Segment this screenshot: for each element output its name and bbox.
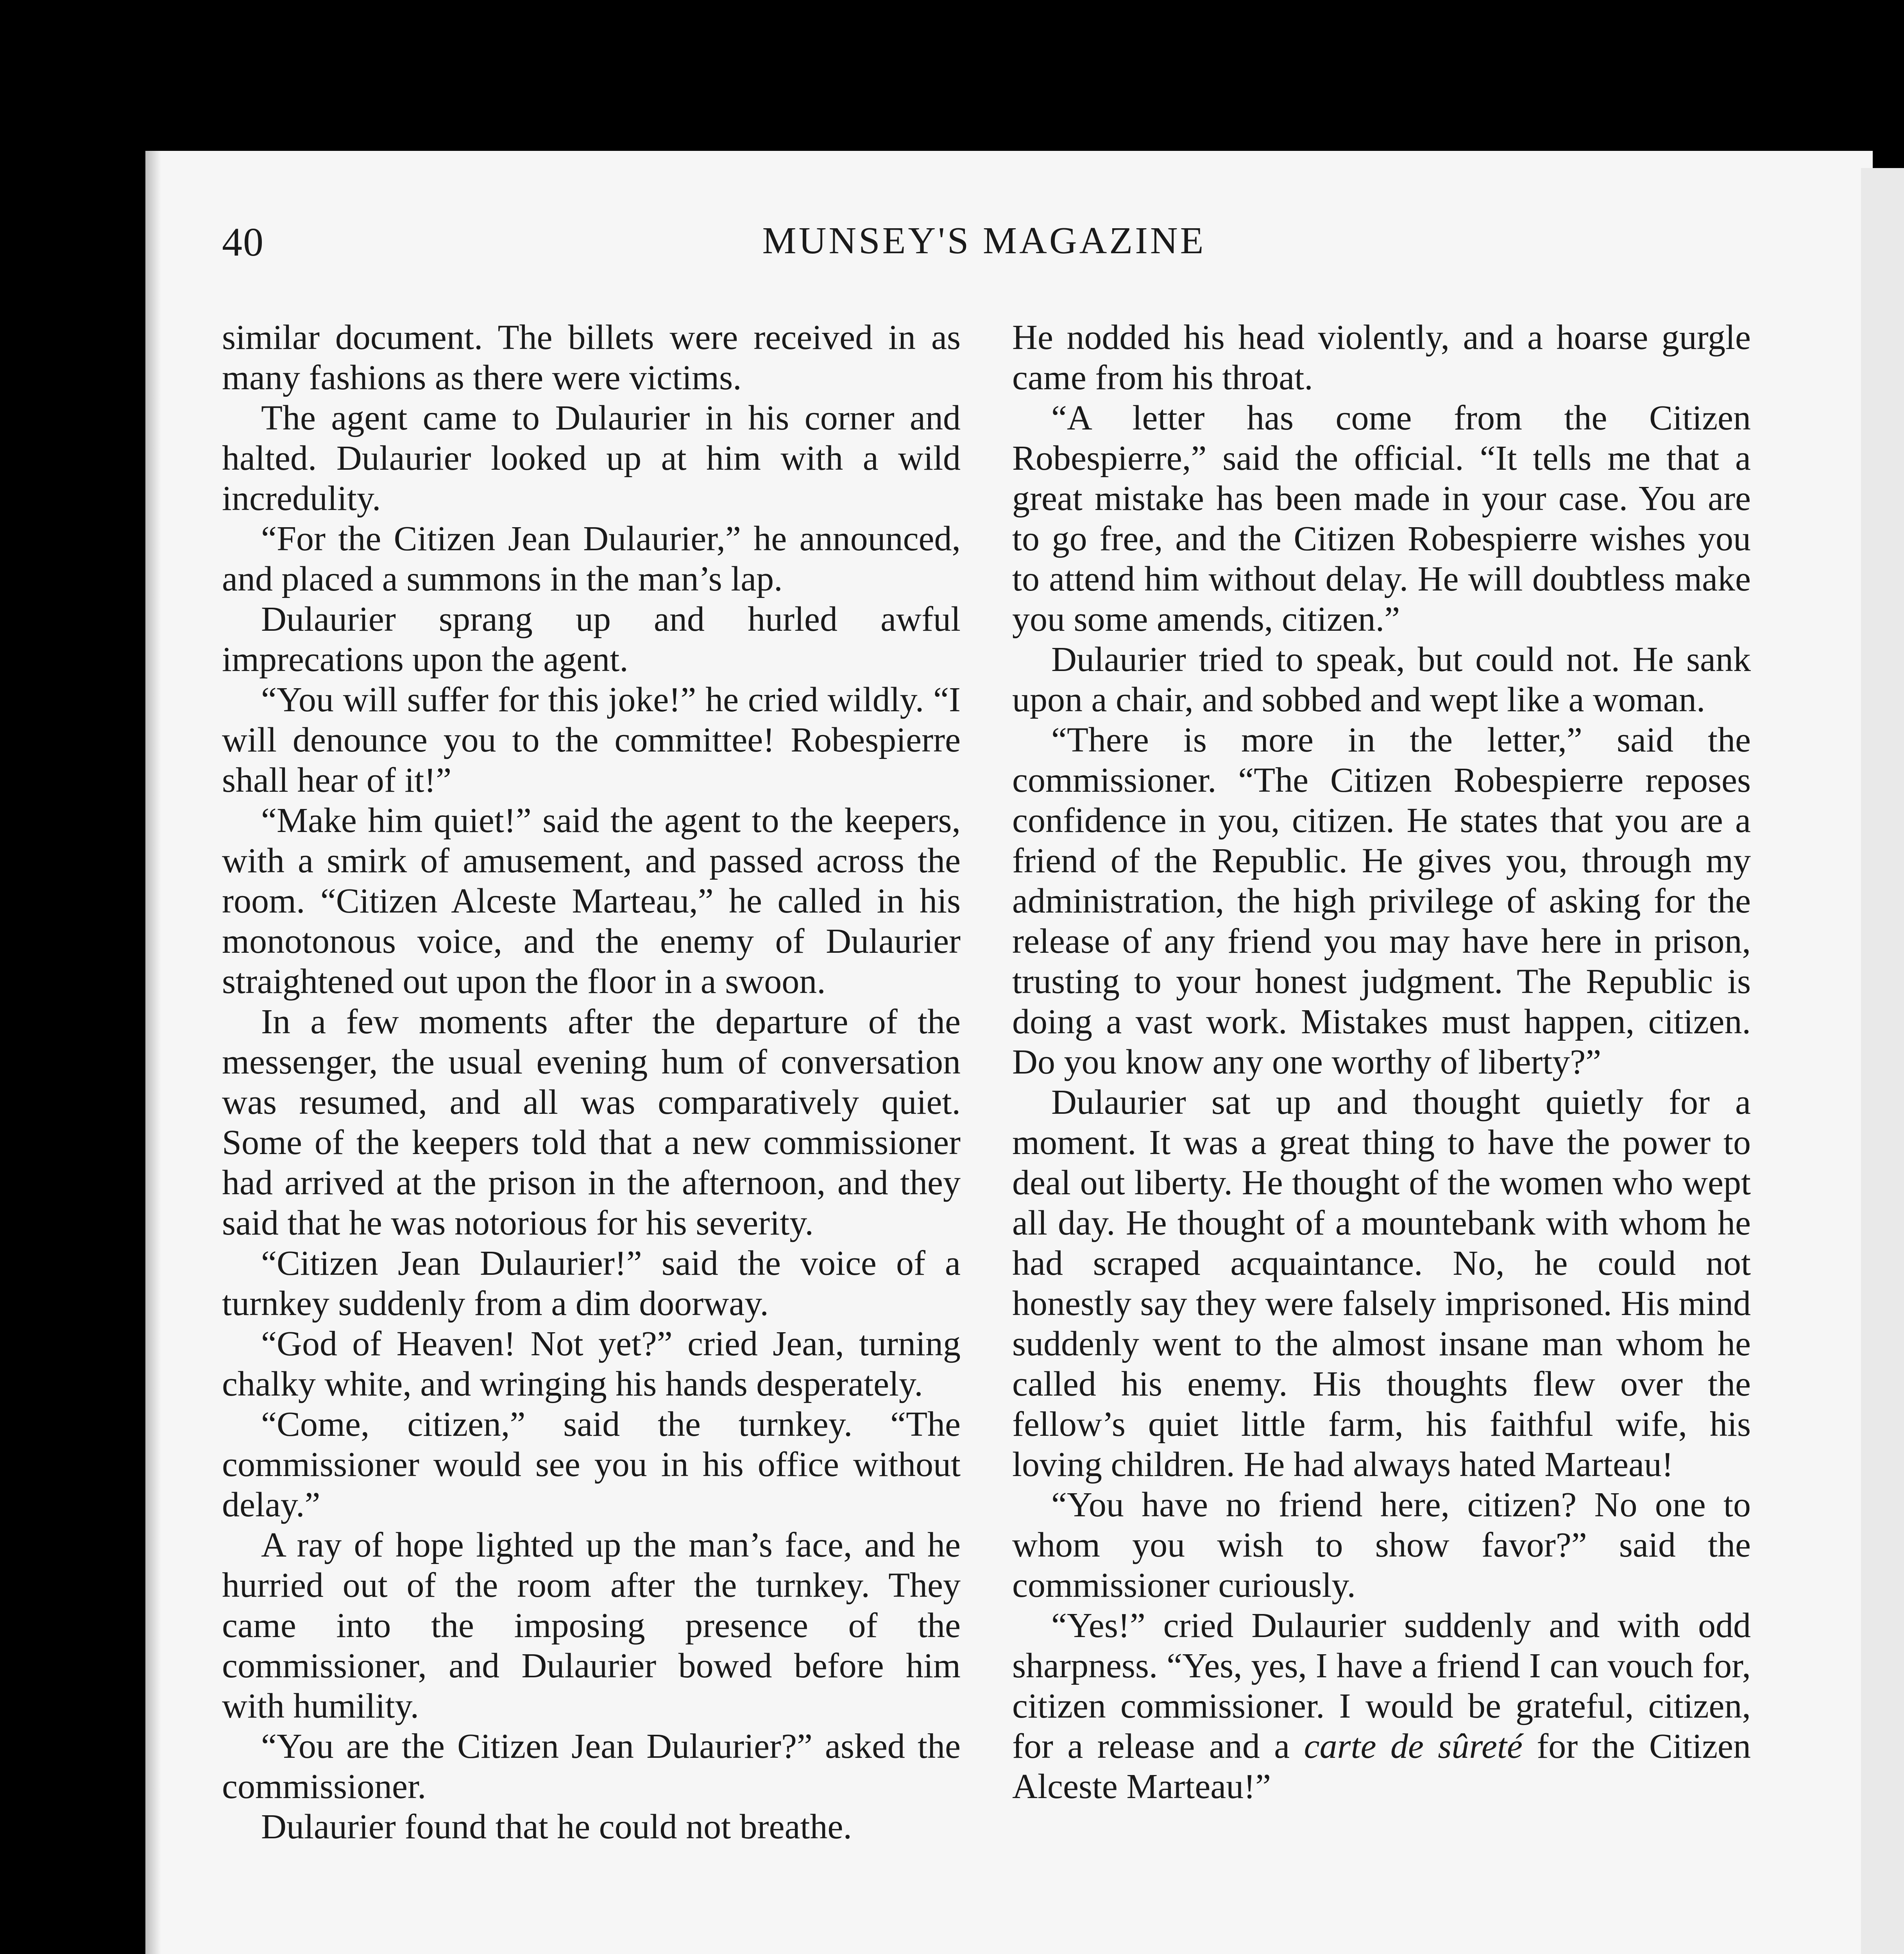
paragraph: “A letter has come from the Citizen Robespierre,” said the official. “It tells me that a great mistake has been made in your case. You are to go free, and the Citizen Robespierre wishes you to attend him without delay. He will doubtless make you some amends, citizen.” <box>1012 399 1751 639</box>
paragraph-text-end: for the Citizen Alceste Marteau!” <box>1012 1727 1751 1806</box>
paragraph: “Come, citizen,” said the turnkey. “The commissioner would see you in his office without delay.” <box>222 1405 961 1524</box>
italic-phrase: carte de sûreté <box>1304 1727 1523 1766</box>
paragraph: Dulaurier sprang up and hurled awful imprecations upon the agent. <box>222 600 961 679</box>
paragraph: “God of Heaven! Not yet?” cried Jean, turning chalky white, and wringing his hands desperately. <box>222 1324 961 1403</box>
page-header <box>222 219 1746 274</box>
right-column <box>1012 317 1751 1807</box>
paragraph: “You have no friend here, citizen? No one to whom you wish to show favor?” said the commissioner curiously. <box>1012 1485 1751 1605</box>
paragraph: In a few moments after the departure of the messenger, the usual evening hum of conversation was resumed, and all was comparatively quiet. Some of the keepers told that a new commissioner had arrived at the prison in the afternoon, and they said that he was notorious for his severity. <box>222 1002 961 1242</box>
page-number: 40 <box>222 220 264 265</box>
paragraph: “There is more in the letter,” said the commissioner. “The Citizen Robespierre reposes confidence in you, citizen. He states that you are a friend of the Republic. He gives you, through my administration, the high privilege of asking for the release of any friend you may have here in prison, trusting to your honest judgment. The Republic is doing a vast work. Mistakes must happen, citizen. Do you know any one worthy of liberty?” <box>1012 721 1751 1081</box>
paragraph: “Citizen Jean Dulaurier!” said the voice of a turnkey suddenly from a dim doorway. <box>222 1244 961 1323</box>
paragraph: “You will suffer for this joke!” he cried wildly. “I will denounce you to the committee! Robespierre shall hear of it!” <box>222 680 961 800</box>
paragraph-text: “Yes!” cried Dulaurier suddenly and with odd sharpness. “Yes, yes, I have a friend I can vouch for, citizen commissioner. I would be grateful, citizen, for a release and a <box>1012 1606 1751 1766</box>
paragraph: Dulaurier tried to speak, but could not. He sank upon a chair, and sobbed and wept like a woman. <box>1012 640 1751 719</box>
paragraph: Dulaurier found that he could not breathe. <box>261 1807 852 1846</box>
paragraph: The agent came to Dulaurier in his corner and halted. Dulaurier looked up at him with a wild incredulity. <box>222 399 961 518</box>
running-head: MUNSEY'S MAGAZINE <box>762 220 1206 262</box>
paragraph-final <box>1012 1605 1751 1807</box>
paragraph: A ray of hope lighted up the man’s face, and he hurried out of the room after the turnkey. They came into the imposing presence of the commissioner, and Dulaurier bowed before him with humility. <box>222 1526 961 1725</box>
paragraph: “You are the Citizen Jean Dulaurier?” asked the commissioner. <box>222 1727 961 1806</box>
paragraph: “For the Citizen Jean Dulaurier,” he announced, and placed a summons in the man’s lap. <box>222 519 961 598</box>
paragraph: “Make him quiet!” said the agent to the keepers, with a smirk of amusement, and passed across the room. “Citizen Alceste Marteau,” he called in his monotonous voice, and the enemy of Dulaurier straightened out upon the floor in a swoon. <box>222 801 961 1001</box>
left-column <box>222 317 961 1847</box>
paragraph: He nodded his head violently, and a hoarse gurgle came from his throat. <box>1012 318 1751 397</box>
paragraph: similar document. The billets were received in as many fashions as there were victims. <box>222 318 961 397</box>
paragraph: Dulaurier sat up and thought quietly for a moment. It was a great thing to have the power to deal out liberty. He thought of the women who wept all day. He thought of a mountebank with whom he had scraped acquaintance. No, he could not honestly say they were falsely imprisoned. His mind suddenly went to the almost insane man whom he called his enemy. His thoughts flew over the fellow’s quiet little farm, his faithful wife, his loving children. He had always hated Marteau! <box>1012 1083 1751 1484</box>
page-gutter-shadow <box>145 151 161 1954</box>
facing-page-edge <box>1861 168 1904 1954</box>
